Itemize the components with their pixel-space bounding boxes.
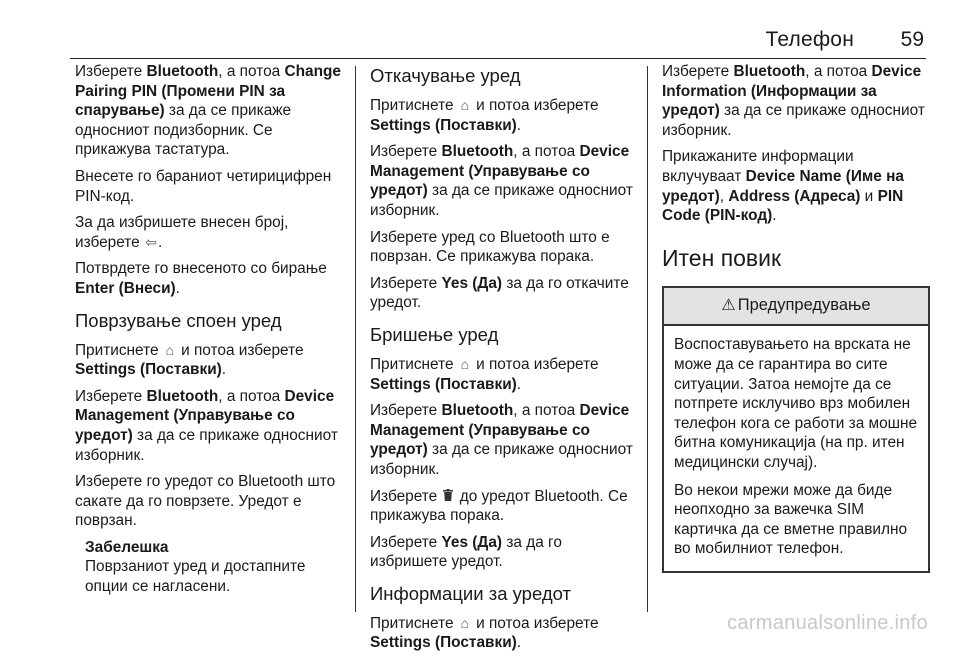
paragraph: Изберете Yes (Да) за да го избришете уредот. [370, 533, 562, 571]
watermark: carmanualsonline.info [727, 612, 928, 634]
home-icon: ⌂ [165, 341, 175, 358]
home-icon: ⌂ [460, 614, 470, 631]
column-left [75, 62, 345, 597]
section-heading: Итен повик [662, 244, 782, 271]
paragraph: Изберете Bluetooth, а потоа Device Information (Информации за уредот) за да се прикаже односниот изборник. [662, 63, 925, 139]
warning-header [664, 288, 928, 327]
trash-icon [441, 487, 455, 507]
paragraph: Изберете Bluetooth, а потоа Device Management (Управување со уредот) за да се прикаже односниот изборник. [370, 402, 633, 478]
column-right [662, 62, 930, 573]
paragraph: Изберете до уредот Bluetooth. Се прикажува порака. [370, 487, 628, 525]
section-heading: Поврзување споен уред [75, 309, 282, 331]
paragraph: Изберете Bluetooth, а потоа Change Pairing PIN (Промени PIN за спарување) за да се прикаже односниот подизборник. Се прикажува тастатура. [75, 63, 341, 159]
warning-text: Воспоставувањето на врската не може да се гарантира во сите ситуации. Затоа немојте да се потпрете исклучиво врз мобилен телефон кога се работи за мошне битна комуникација (на пр. итен медицински случај). [674, 336, 918, 471]
page-header [70, 0, 926, 59]
warning-body [664, 326, 928, 571]
column-divider [355, 66, 356, 612]
section-heading: Бришење уред [370, 323, 499, 345]
column-divider [647, 66, 648, 612]
home-icon: ⌂ [460, 355, 470, 372]
paragraph: Притиснете ⌂ и потоа изберете Settings (Поставки). [75, 341, 304, 379]
paragraph: Изберете го уредот со Bluetooth што сакате да го поврзете. Уредот е поврзан. [75, 473, 336, 530]
paragraph: Потврдете го внесеното со бирање Enter (Внеси). [75, 260, 327, 297]
note-block [75, 538, 345, 597]
note-title: Забелешка [85, 538, 169, 556]
column-middle [370, 62, 638, 660]
paragraph: Внесете го бараниот четирицифрен PIN-код. [75, 167, 332, 205]
warning-title: Предупредување [737, 295, 871, 314]
warning-box [662, 286, 930, 573]
section-heading: Откачување уред [370, 65, 521, 86]
warning-triangle-icon: ⚠ [721, 296, 736, 314]
warning-text: Во некои мрежи може да биде неопходно за важечка SIM картичка да се вметне правилно во мобилниот телефон. [674, 481, 908, 558]
paragraph: Изберете Bluetooth, а потоа Device Management (Управување со уредот) за да се прикаже односниот изборник. [370, 143, 633, 219]
backspace-arrow-icon: ⇦ [145, 233, 157, 250]
note-text: Поврзаниот уред и достапните опции се нагласени. [85, 558, 306, 596]
paragraph: Изберете Yes (Да) за да го откачите уредот. [370, 274, 629, 312]
page-number: 59 [900, 28, 924, 51]
paragraph: Прикажаните информации вклучуваат Device Name (Име на уредот), Address (Адреса) и PIN Code (PIN-код). [662, 148, 904, 225]
section-heading: Информации за уредот [370, 582, 571, 604]
paragraph: За да избришете внесен број, изберете ⇦. [75, 214, 289, 251]
page-title: Телефон [765, 28, 854, 51]
paragraph: Притиснете ⌂ и потоа изберете Settings (Поставки). [370, 614, 599, 652]
paragraph: Изберете уред со Bluetooth што е поврзан. Се прикажува порака. [370, 228, 610, 266]
paragraph: Притиснете ⌂ и потоа изберете Settings (Поставки). [370, 97, 599, 134]
home-icon: ⌂ [460, 97, 470, 113]
paragraph: Притиснете ⌂ и потоа изберете Settings (Поставки). [370, 355, 599, 393]
paragraph: Изберете Bluetooth, а потоа Device Management (Управување со уредот) за да се прикаже односниот изборник. [75, 387, 338, 464]
